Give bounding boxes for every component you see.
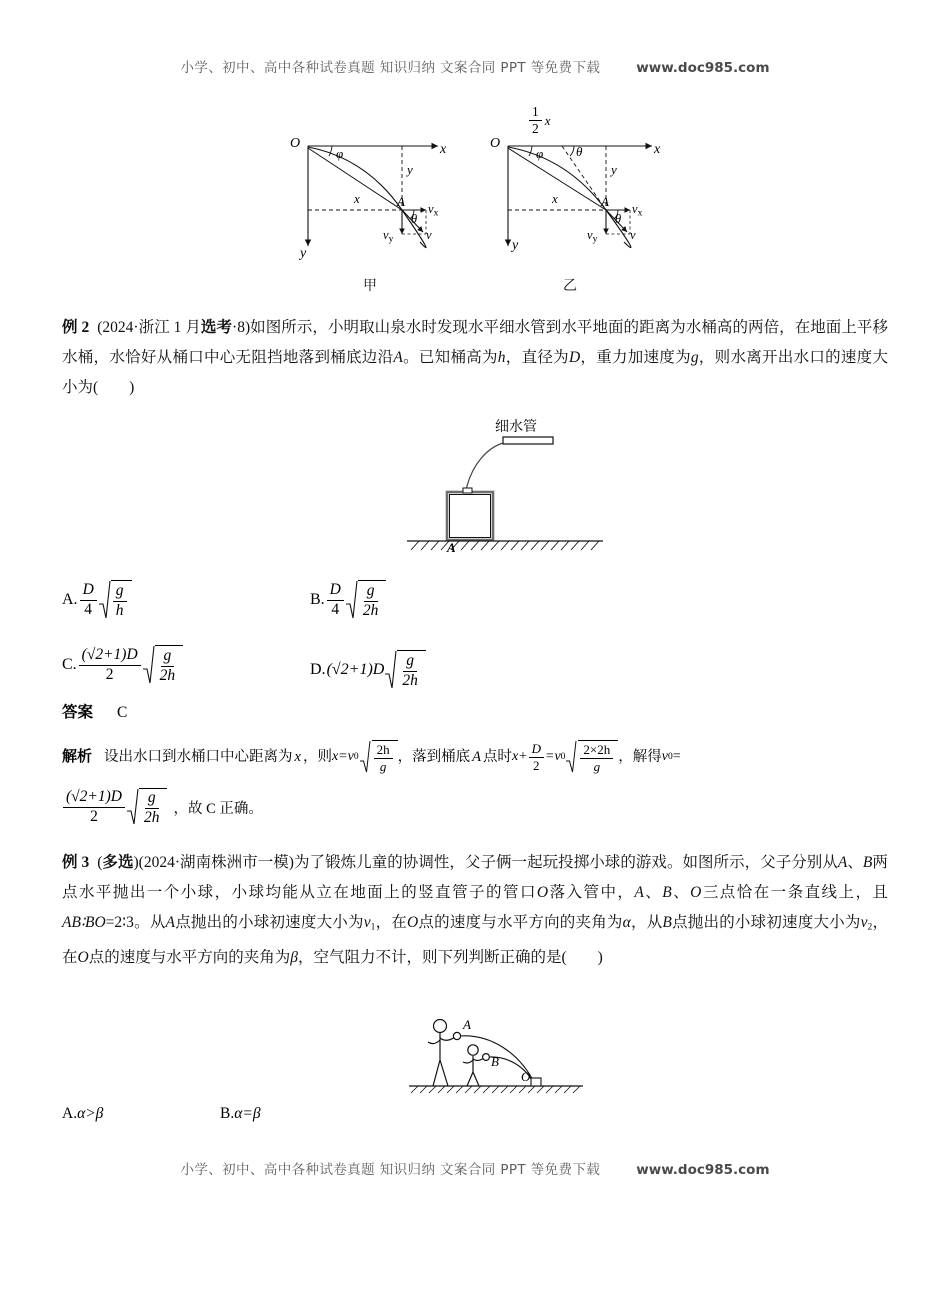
example3-alpha: α xyxy=(622,914,631,931)
label-v-jia: v xyxy=(426,228,432,242)
example3-text-3: 落入管中， xyxy=(548,884,635,901)
header-watermark xyxy=(0,56,950,76)
label-theta-yi: θ xyxy=(615,212,622,226)
example2-var-h: h xyxy=(497,349,506,366)
caption-jia: 甲 xyxy=(363,279,377,294)
example2-answer-lead: 答案 xyxy=(62,704,94,721)
analysis-var-x: x xyxy=(294,749,301,765)
example3-text-7: ，在 xyxy=(375,914,408,931)
example2-option-b-label: B. xyxy=(310,591,325,608)
example3-text-12: 点的速度与水平方向的夹角为 xyxy=(88,948,291,966)
example2-option-d-prefix: (√2+1)D xyxy=(326,661,385,678)
example3-multi-close: ) xyxy=(133,854,139,871)
header-watermark-site: www.doc985.com xyxy=(636,60,770,76)
example3-ratio: AB∶BO xyxy=(62,914,106,931)
father-figure xyxy=(428,1020,455,1087)
example2-source-bold: 选考 xyxy=(200,319,233,336)
example3-text-9: ，从 xyxy=(630,914,663,931)
label-origin-yi: O xyxy=(490,136,501,151)
example3-beta: β xyxy=(290,948,298,966)
analysis-text-2: ，则 xyxy=(302,749,332,765)
example3-text-4: 三点恰在一条直线上，且 xyxy=(701,884,888,901)
example2-analysis-line1 xyxy=(62,740,888,774)
pipe-label: 细水管 xyxy=(495,420,537,435)
example2-answer-value: C xyxy=(117,704,128,721)
label-x-dist-yi: x xyxy=(552,191,558,206)
example3-option-b[interactable] xyxy=(220,1105,261,1123)
label-x-dist-jia: x xyxy=(354,191,360,206)
figure-label-o: O xyxy=(521,1069,531,1084)
label-vy-jia: $v_y$ xyxy=(383,228,394,245)
figure-label-b: B xyxy=(491,1054,499,1069)
example2-option-b-radical: $\frac{g}{2h}$ xyxy=(346,580,387,620)
bucket-pipe-diagram xyxy=(395,420,615,560)
label-point-a-jia: A xyxy=(397,194,405,209)
caption-yi: 乙 xyxy=(563,279,577,294)
footer-watermark xyxy=(0,1158,950,1178)
example2-text-4: ，重力加速度为 xyxy=(580,349,691,366)
half-x-fraction: $\frac{1}{2}$ xyxy=(529,105,542,136)
example3-multi-tag: 多选 xyxy=(102,854,134,871)
example2-text-5: ，则水离开出水口的速度大小为( ) xyxy=(62,349,888,396)
analysis-result-radical: $\frac{g}{2h}$ xyxy=(127,788,168,826)
example3-text-1: 为了锻炼儿童的协调性，父子俩一起玩投掷小球的游戏。如图所示，父子分别从 xyxy=(293,854,838,871)
example3-v2: $v_2$ xyxy=(860,914,873,933)
label-y-axis-yi: y xyxy=(512,238,519,253)
example2-answer-row xyxy=(62,700,127,722)
label-point-a-yi: A xyxy=(601,194,609,209)
label-vy-yi: $v_y$ xyxy=(587,228,598,245)
vertical-tube xyxy=(531,1078,541,1086)
example2-option-a[interactable] xyxy=(62,580,132,620)
example3-multi-open: ( xyxy=(97,854,103,871)
label-x-axis-jia: x xyxy=(440,142,447,157)
analysis-text-3: ，落到桶底 xyxy=(397,749,471,765)
example2-analysis-lead: 解析 xyxy=(62,749,93,765)
example2-option-c-label: C. xyxy=(62,656,77,673)
example3-text-2: 两点水平抛出一个小球，小球均能从立在地面上的竖直管子的管口 xyxy=(62,854,888,901)
example3-option-a-text: α>β xyxy=(77,1105,104,1122)
example3-lead: 例 3 xyxy=(62,854,90,871)
example2-source-tail: ·8) xyxy=(232,319,251,336)
example2-option-d-radical: $\frac{g}{2h}$ xyxy=(385,650,426,690)
footer-watermark-text: 小学、初中、高中各种试卷真题 知识归纳 文案合同 PPT 等免费下载 xyxy=(180,1162,601,1178)
diagram-jia xyxy=(308,146,438,248)
label-phi-jia: φ xyxy=(336,146,344,161)
figure-label-a: A xyxy=(463,1017,471,1032)
ball-a xyxy=(453,1032,460,1039)
example3-source: (2024·湖南株洲市一模) xyxy=(138,854,294,871)
example3-v1: $v_1$ xyxy=(363,914,376,933)
example3-option-b-text: α=β xyxy=(234,1105,261,1122)
label-vx-jia: $v_x$ xyxy=(428,202,439,219)
label-y-axis-jia: y xyxy=(300,246,307,261)
analysis-v0: v 0 = xyxy=(661,749,681,764)
example3-text-6: 点抛出的小球初速度大小为 xyxy=(175,914,364,931)
ball-b xyxy=(483,1054,490,1061)
label-y-dist-yi: y xyxy=(611,162,617,177)
analysis-text-1: 设出水口到水桶口中心距离为 xyxy=(104,749,293,765)
label-y-dist-jia: y xyxy=(407,162,413,177)
example2-analysis-line2 xyxy=(62,788,263,826)
example2-option-c-coefficient: $\frac{(√2+1)D}{2}$ xyxy=(79,647,141,683)
example3-b1: B xyxy=(862,854,873,871)
example2-text-2: 。已知桶高为 xyxy=(402,349,498,366)
example3-text-13: ，空气阻力不计，则下列判断正确的是( ) xyxy=(297,948,603,966)
example2-option-a-label: A. xyxy=(62,591,78,608)
example2-option-b-coefficient: $\frac{D}{4}$ xyxy=(327,582,344,618)
example2-source: (2024·浙江 1 月 xyxy=(97,319,201,336)
example2-option-b[interactable] xyxy=(310,580,386,620)
example2-option-d-label: D. xyxy=(310,661,326,678)
label-origin-jia: O xyxy=(290,136,301,151)
example2-text-3: ，直径为 xyxy=(505,349,569,366)
label-theta-jia: θ xyxy=(411,212,418,226)
label-x-axis-yi: x xyxy=(654,142,661,157)
example2-question xyxy=(62,313,888,403)
example2-var-d: D xyxy=(568,349,581,366)
example2-option-c-radical: $\frac{g}{2h}$ xyxy=(143,645,184,685)
example3-text-11: ，在 xyxy=(62,914,888,966)
ball-throw-diagram xyxy=(395,1012,595,1104)
analysis-result-coefficient: $\frac{(√2+1)D}{2}$ xyxy=(63,789,125,825)
example2-point-a: A xyxy=(393,349,403,366)
analysis-equation-1: x=v 0 $\frac{2h}{g}$ xyxy=(332,740,398,774)
example3-question: 例 3 (多选)(2024·湖南株洲市一模)为了锻炼儿童的协调性，父子俩一起玩投掷小球的游戏。如图所示，父子分别从A、B两点水平抛出一个小球，小球均能从立在地面上的竖直管子的管口O落入管中，A、B、O三点恰在一条直线上，且AB∶BO=2∶3。从A点抛出的小球初速度大小为$v_1$，在O点的速度与水平方向的夹角为α，从B点抛出的小球初速度大小为$v_2$，在O点的速度与水平方向的夹角为β，空气阻力不计，则下列判断正确的是( ) xyxy=(62,854,888,966)
label-theta-top-yi: θ xyxy=(576,144,583,159)
label-v-yi: v xyxy=(630,228,636,242)
example3-text-8: 点的速度与水平方向的夹角为 xyxy=(418,914,623,931)
bucket-point-a-label: A xyxy=(447,540,456,555)
projectile-diagram-pair xyxy=(280,104,690,268)
analysis-text-4: 点时 xyxy=(482,749,512,765)
example2-option-d[interactable] xyxy=(310,650,426,690)
header-watermark-text: 小学、初中、高中各种试卷真题 知识归纳 文案合同 PPT 等免费下载 xyxy=(180,60,601,76)
example2-option-a-radical: $\frac{g}{h}$ xyxy=(99,580,132,620)
child-figure xyxy=(463,1045,484,1086)
label-phi-yi: φ xyxy=(536,146,544,161)
example3-a1: A xyxy=(837,854,848,871)
example3-text-10: 点抛出的小球初速度大小为 xyxy=(671,914,861,931)
analysis-text-5: ，解得 xyxy=(618,749,662,765)
analysis-equation-2: x+ $\frac{D}{2}$ =v 0 $\frac{2\times 2h}{g}$ xyxy=(512,740,618,774)
example2-text-1: 如图所示，小明取山泉水时发现水平细水管到水平地面的距离为水桶高的两倍，在地面上平移水桶，水恰好从桶口中心无阻挡地落到桶底边沿 xyxy=(62,319,888,366)
example3-o1: O xyxy=(536,884,549,901)
label-vx-yi: $v_x$ xyxy=(632,202,643,219)
analysis-conclusion: ，故 C 正确。 xyxy=(173,800,263,817)
footer-watermark-site: www.doc985.com xyxy=(636,1162,770,1178)
water-pipe-shape xyxy=(503,437,553,444)
example3-option-a[interactable] xyxy=(62,1105,103,1123)
analysis-point-a: A xyxy=(472,749,481,765)
example2-option-a-coefficient: $\frac{D}{4}$ xyxy=(80,582,97,618)
example3-option-a-label: A. xyxy=(62,1105,78,1122)
example3-option-b-label: B. xyxy=(220,1105,235,1122)
example2-lead: 例 2 xyxy=(62,319,90,336)
label-half-x-yi: $\frac{1}{2}$ x xyxy=(528,105,551,136)
example3-text-5: =2∶3。从 xyxy=(105,914,166,931)
example2-option-c[interactable] xyxy=(62,645,183,685)
example2-var-g: g xyxy=(690,349,699,366)
